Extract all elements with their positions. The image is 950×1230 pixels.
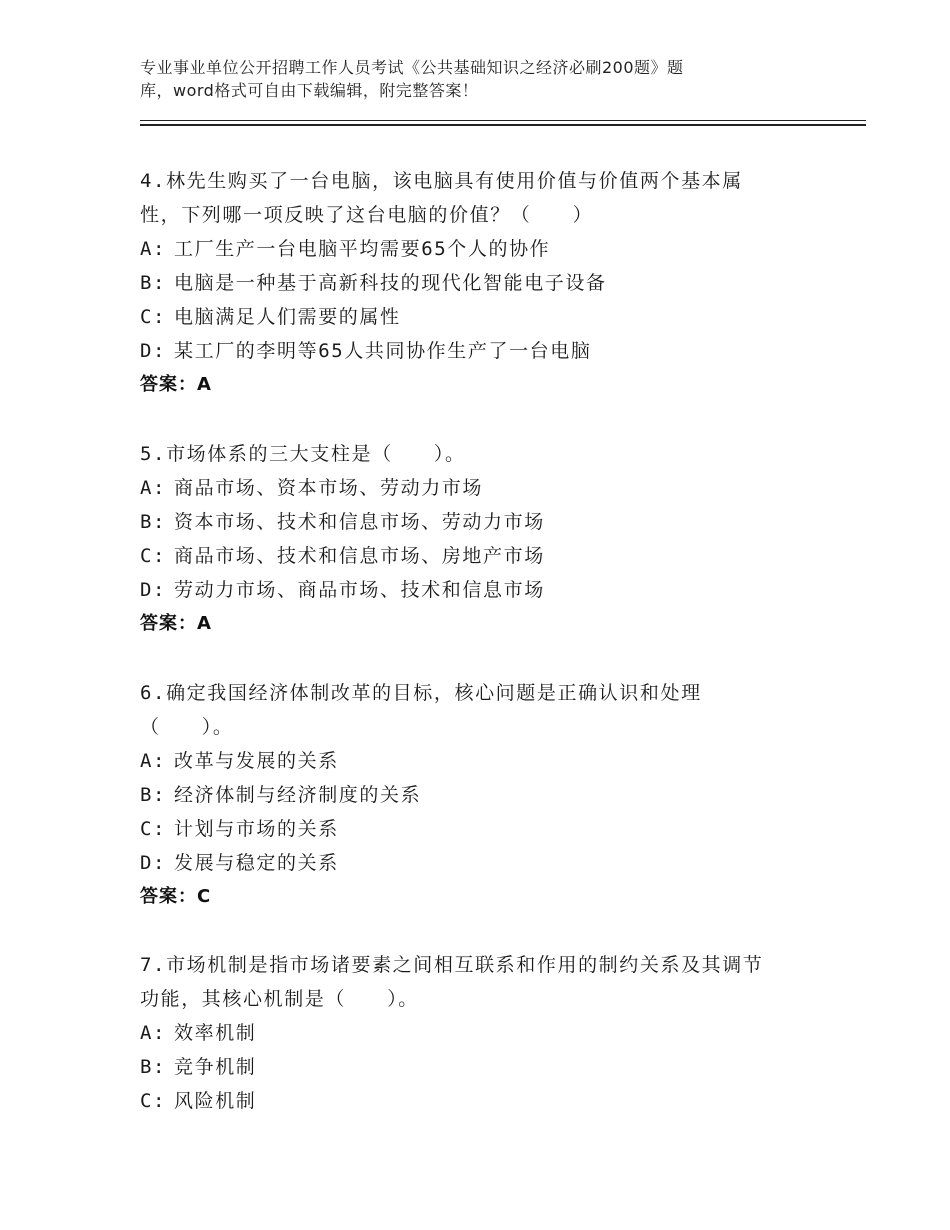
option-label: C: <box>140 545 167 567</box>
option-d <box>140 334 820 368</box>
option-d <box>140 846 820 880</box>
option-text: 资本市场、技术和信息市场、劳动力市场 <box>174 511 545 533</box>
answer: 答案：A <box>140 613 212 634</box>
option-b <box>140 1050 820 1084</box>
option-label: A: <box>140 750 167 772</box>
option-text: 电脑是一种基于高新科技的现代化智能电子设备 <box>174 272 607 294</box>
option-b <box>140 505 820 539</box>
question-4 <box>140 164 820 402</box>
option-text: 商品市场、资本市场、劳动力市场 <box>174 477 484 499</box>
option-label: C: <box>140 818 167 840</box>
question-stem: 功能，其核心机制是（ ）。 <box>140 988 419 1010</box>
option-text: 商品市场、技术和信息市场、房地产市场 <box>174 545 545 567</box>
option-text: 效率机制 <box>174 1022 257 1044</box>
option-text: 劳动力市场、商品市场、技术和信息市场 <box>174 579 545 601</box>
option-text: 风险机制 <box>174 1090 257 1112</box>
option-label: C: <box>140 306 167 328</box>
option-label: C: <box>140 1090 167 1112</box>
option-text: 计划与市场的关系 <box>174 818 339 840</box>
option-a <box>140 471 820 505</box>
question-stem: 性，下列哪一项反映了这台电脑的价值？（ ） <box>140 204 594 226</box>
header-divider-thin <box>140 120 866 121</box>
header-divider-thick <box>140 124 866 126</box>
option-d <box>140 573 820 607</box>
question-stem: 7.市场机制是指市场诸要素之间相互联系和作用的制约关系及其调节 <box>140 954 764 976</box>
question-stem: 4.林先生购买了一台电脑，该电脑具有使用价值与价值两个基本属 <box>140 170 743 192</box>
option-label: B: <box>140 1056 167 1078</box>
question-stem: 6.确定我国经济体制改革的目标，核心问题是正确认识和处理 <box>140 682 702 704</box>
question-6 <box>140 676 820 914</box>
option-text: 电脑满足人们需要的属性 <box>174 306 401 328</box>
option-label: B: <box>140 784 167 806</box>
option-label: A: <box>140 477 167 499</box>
option-c <box>140 539 820 573</box>
option-label: A: <box>140 238 167 260</box>
option-a <box>140 1016 820 1050</box>
option-text: 工厂生产一台电脑平均需要65个人的协作 <box>174 238 551 260</box>
header-line-1: 专业事业单位公开招聘工作人员考试《公共基础知识之经济必刷200题》题 <box>140 58 684 77</box>
question-5 <box>140 437 820 641</box>
option-label: B: <box>140 511 167 533</box>
option-label: D: <box>140 340 167 362</box>
option-label: D: <box>140 579 167 601</box>
option-label: A: <box>140 1022 167 1044</box>
document-header <box>140 56 780 102</box>
option-c <box>140 1084 820 1118</box>
question-stem: （ ）。 <box>140 716 234 738</box>
header-line-2: 库，word格式可自由下载编辑，附完整答案！ <box>140 81 479 100</box>
option-text: 改革与发展的关系 <box>174 750 339 772</box>
answer: 答案：C <box>140 886 212 907</box>
option-text: 竞争机制 <box>174 1056 257 1078</box>
option-c <box>140 812 820 846</box>
question-7 <box>140 948 820 1118</box>
option-b <box>140 266 820 300</box>
option-b <box>140 778 820 812</box>
option-label: D: <box>140 852 167 874</box>
option-c <box>140 300 820 334</box>
option-text: 发展与稳定的关系 <box>174 852 339 874</box>
option-a <box>140 744 820 778</box>
question-stem: 5.市场体系的三大支柱是（ ）。 <box>140 443 466 465</box>
option-text: 经济体制与经济制度的关系 <box>174 784 422 806</box>
option-label: B: <box>140 272 167 294</box>
option-a <box>140 232 820 266</box>
answer: 答案：A <box>140 374 212 395</box>
option-text: 某工厂的李明等65人共同协作生产了一台电脑 <box>174 340 592 362</box>
